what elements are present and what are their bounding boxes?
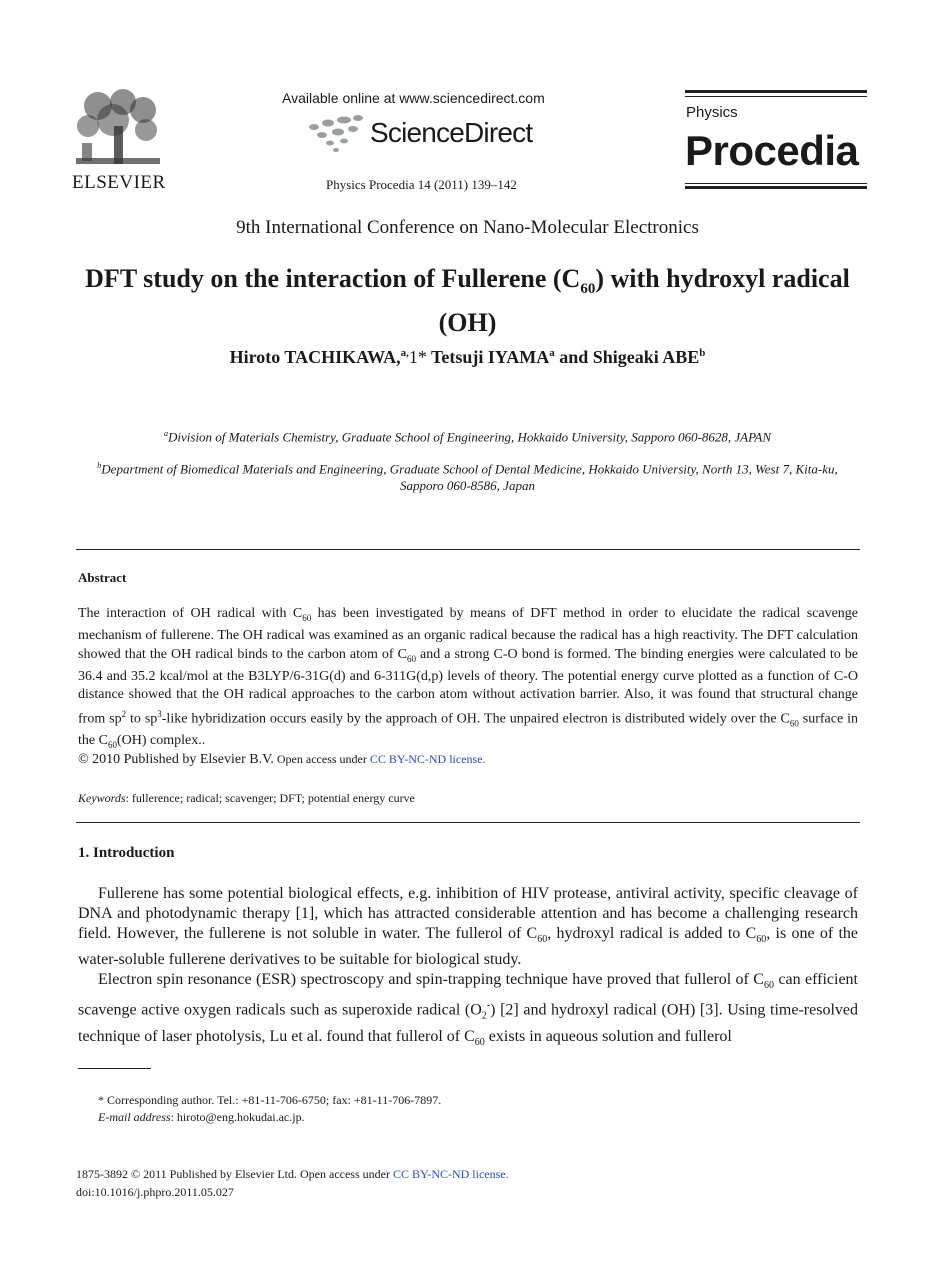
sciencedirect-dots-icon [306, 113, 364, 153]
journal-citation: Physics Procedia 14 (2011) 139–142 [326, 177, 517, 192]
affiliation-b: $^b$Department of Biomedical Materials and Engineering, Graduate School of Dental Medicine, Hokkaido University, North 13, West 7, Kita-ku, Sapporo 060-8586, Japan [97, 461, 838, 494]
divider-keywords [76, 822, 860, 823]
intro-paragraph-1: Fullerene has some potential biological effects, e.g. inhibition of HIV protease, antiviral activity, specific cleavage of DNA and photodynamic therapy [1], which has attracted considerable attention and has become a challenging research field. However, the fullerene is not soluble in water. The fullerol of $C_{60}$, hydroxyl radical is added to $C_{60}$, is one of the water-soluble fullerene derivatives to be suitable for biological study. [78, 885, 859, 969]
journal-name-large: Procedia [685, 127, 859, 174]
sciencedirect-logo [306, 112, 532, 154]
divider-top [76, 549, 860, 550]
footnote-rule [78, 1068, 151, 1069]
keywords-line: Keywords: fullerence; radical; scavenger; DFT; potential energy curve [78, 791, 415, 805]
footer-doi: doi:10.1016/j.phpro.2011.05.027 [76, 1185, 234, 1199]
corresponding-author-note: * Corresponding author. Tel.: +81-11-706-6750; fax: +81-11-706-7897. [98, 1093, 442, 1107]
intro-paragraph-2: Electron spin resonance (ESR) spectroscopy and spin-trapping technique have proved that fullerol of $C_{60}$ can efficient scavenge active oxygen radicals such as superoxide radical $(O_2^-)$ [2] and hydroxyl radical (OH) [3]. Using time-resolved technique of laser photolysis, Lu et al. found that fullerol of $C_{60}$ exists in aqueous solution and fullerol [78, 971, 858, 1049]
elsevier-wordmark: ELSEVIER [72, 172, 166, 193]
footer-issn: 1875-3892 © 2011 Published by Elsevier Ltd. Open access under CC BY-NC-ND license. [76, 1167, 509, 1181]
license-link[interactable]: CC BY-NC-ND license. [369, 752, 486, 766]
abstract-heading: Abstract [78, 570, 127, 585]
paper-title: DFT study on the interaction of Fullerene $(C_{60})$ with hydroxyl radical (OH) [85, 264, 850, 338]
logo-rule-bottom [685, 186, 867, 189]
introduction-body [78, 884, 858, 1053]
author-list: Hiroto TACHIKAWA,$^{a,}$1* Tetsuji IYAMA$^a$ and Shigeaki ABE$^b$ [229, 347, 706, 367]
email-note: E-mail address: hiroto@eng.hokudai.ac.jp. [98, 1110, 305, 1124]
section-heading-introduction: 1. Introduction [78, 845, 175, 861]
footer-license-link[interactable]: CC BY-NC-ND license. [392, 1167, 509, 1181]
logo-rule-top [685, 90, 867, 93]
journal-name-small: Physics [686, 104, 738, 121]
physics-procedia-logo [685, 90, 867, 190]
affiliation-a: $^a$Division of Materials Chemistry, Graduate School of Engineering, Hokkaido University, Sapporo 060-8628, JAPAN [164, 429, 771, 445]
logo-rule-bottom-thin [685, 183, 867, 184]
conference-name: 9th International Conference on Nano-Molecular Electronics [236, 217, 699, 238]
sciencedirect-wordmark: ScienceDirect [370, 117, 533, 148]
elsevier-tree-icon [68, 88, 168, 170]
logo-rule-top-thin [685, 96, 867, 97]
abstract-text: The interaction of OH radical with $C_{60}$ has been investigated by means of DFT method in order to elucidate the radical scavenge mechanism of fullerene. The OH radical was examined as an organic radical because the radical has a high reactivity. The DFT calculation showed that the OH radical binds to the carbon atom of $C_{60}$ and a strong C-O bond is formed. The binding energies were calculated to be 36.4 and 35.2 kcal/mol at the B3LYP/6-31G(d) and 6-311G(d,p) levels of theory. The potential energy curve plotted as a function of C-O distance showed that the OH radical approaches to the carbon atom without activation barrier. Also, it was found that structural change from $sp^2$ to $sp^3$-like hybridization occurs easily by the approach of OH. The unpaired electron is distributed widely over the $C_{60}$ surface in the $C_{60}(OH)$ complex.. [78, 606, 859, 751]
available-online-text: Available online at www.sciencedirect.com [282, 90, 545, 106]
copyright-line: © 2010 Published by Elsevier B.V. Open access under CC BY-NC-ND license. [78, 752, 486, 767]
